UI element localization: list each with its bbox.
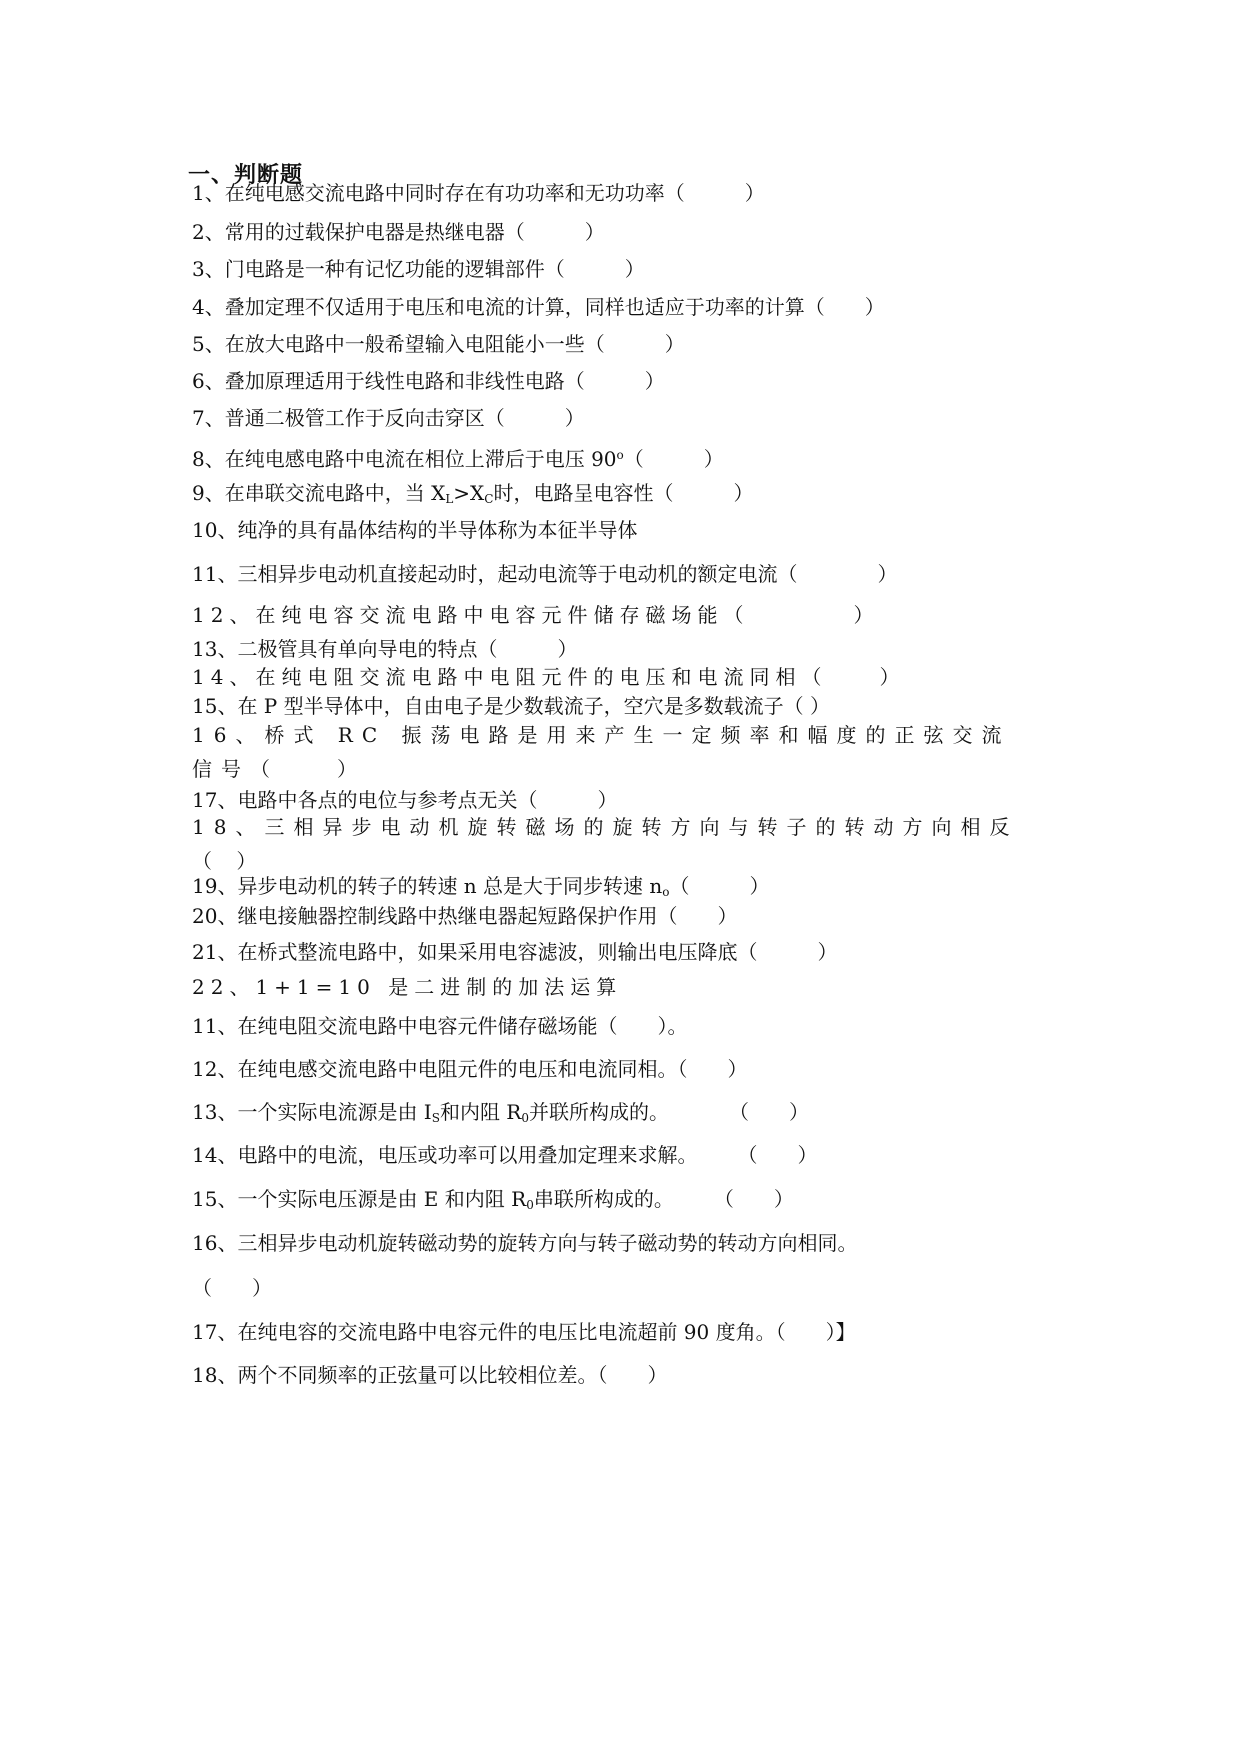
question-15b-text: 15、一个实际电压源是由 E 和内阻 R [192,1187,527,1211]
question-9 [192,480,753,512]
question-3: 3、门电路是一种有记忆功能的逻辑部件（ ） [192,257,645,281]
subscript-0: 0 [526,1198,534,1212]
question-13: 13、二极管具有单向导电的特点（ ） [192,637,578,661]
question-11b: 11、在纯电阻交流电路中电容元件储存磁场能（ ）。 [192,1014,688,1038]
question-21: 21、在桥式整流电路中，如果采用电容滤波，则输出电压降底（ ） [192,940,838,964]
question-19-answer-blank: （ ） [669,874,770,898]
question-20: 20、继电接触器控制线路中热继电器起短路保护作用（ ） [192,904,738,928]
question-19 [192,873,770,905]
question-1: 1、在纯电感交流电路中同时存在有功功率和无功功率（ ） [192,181,765,205]
question-13b-mid: 和内阻 R [439,1100,522,1124]
question-16: 16、桥式 RC 振荡电路是用来产生一定频率和幅度的正弦交流信号（ ） [192,723,1011,781]
question-11: 11、三相异步电动机直接起动时，起动电流等于电动机的额定电流（ ） [192,562,898,586]
question-13b-answer-blank: 并联所构成的。 （ ） [529,1100,810,1124]
question-9-answer-blank: 时，电路呈电容性（ ） [493,481,754,505]
subscript-c: C [484,492,494,506]
question-13b-text: 13、一个实际电流源是由 I [192,1100,432,1124]
question-8-answer-blank: （ ） [623,447,724,471]
question-6: 6、叠加原理适用于线性电路和非线性电路（ ） [192,369,665,393]
question-4: 4、叠加定理不仅适用于电压和电流的计算，同样也适应于功率的计算（ ） [192,295,885,319]
question-9-mid: >X [453,481,485,505]
question-15: 15、在 P 型半导体中，自由电子是少数载流子，空穴是多数载流子（ ） [192,694,830,718]
question-10: 10、纯净的具有晶体结构的半导体称为本征半导体 [192,518,638,542]
question-9-text: 9、在串联交流电路中，当 X [192,481,446,505]
question-5: 5、在放大电路中一般希望输入电阻能小一些（ ） [192,332,685,356]
question-8 [192,442,724,472]
question-14: 14、在纯电阻交流电路中电阻元件的电压和电流同相（ ） [192,665,906,689]
subscript-o: o [662,885,670,899]
question-19-text: 19、异步电动机的转子的转速 n 总是大于同步转速 n [192,874,663,898]
question-17: 17、电路中各点的电位与参考点无关（ ） [192,788,618,812]
question-15b [192,1186,794,1218]
question-15b-answer-blank: 串联所构成的。 （ ） [533,1187,794,1211]
question-13b [192,1099,809,1131]
section-title: 一、判断题 [188,163,304,188]
question-16b: 16、三相异步电动机旋转磁动势的旋转方向与转子磁动势的转动方向相同。 [192,1231,858,1255]
subscript-0: 0 [521,1111,530,1125]
question-2: 2、常用的过载保护电器是热继电器（ ） [192,220,605,244]
question-8-text: 8、在纯电感电路中电流在相位上滞后于电压 90 [192,447,617,471]
question-12b: 12、在纯电感交流电路中电阻元件的电压和电流同相。（ ） [192,1057,748,1081]
question-16b-answer: （ ） [192,1276,272,1300]
question-17b: 17、在纯电容的交流电路中电容元件的电压比电流超前 90 度角。（ ）】 [192,1320,856,1344]
question-7: 7、普通二极管工作于反向击穿区（ ） [192,406,585,430]
subscript-l: L [445,492,454,506]
subscript-s: S [431,1111,440,1125]
question-14b: 14、电路中的电流，电压或功率可以用叠加定理来求解。 （ ） [192,1143,818,1167]
question-18: 18、三相异步电动机旋转磁场的旋转方向与转子的转动方向相反（ ） [192,815,1019,873]
question-22: 22、1+1=10 是二进制的加法运算 [192,975,623,999]
question-12: 12、在纯电容交流电路中电容元件储存磁场能（ ） [192,603,880,627]
question-18b: 18、两个不同频率的正弦量可以比较相位差。（ ） [192,1363,668,1387]
degree-superscript: o [616,448,624,462]
